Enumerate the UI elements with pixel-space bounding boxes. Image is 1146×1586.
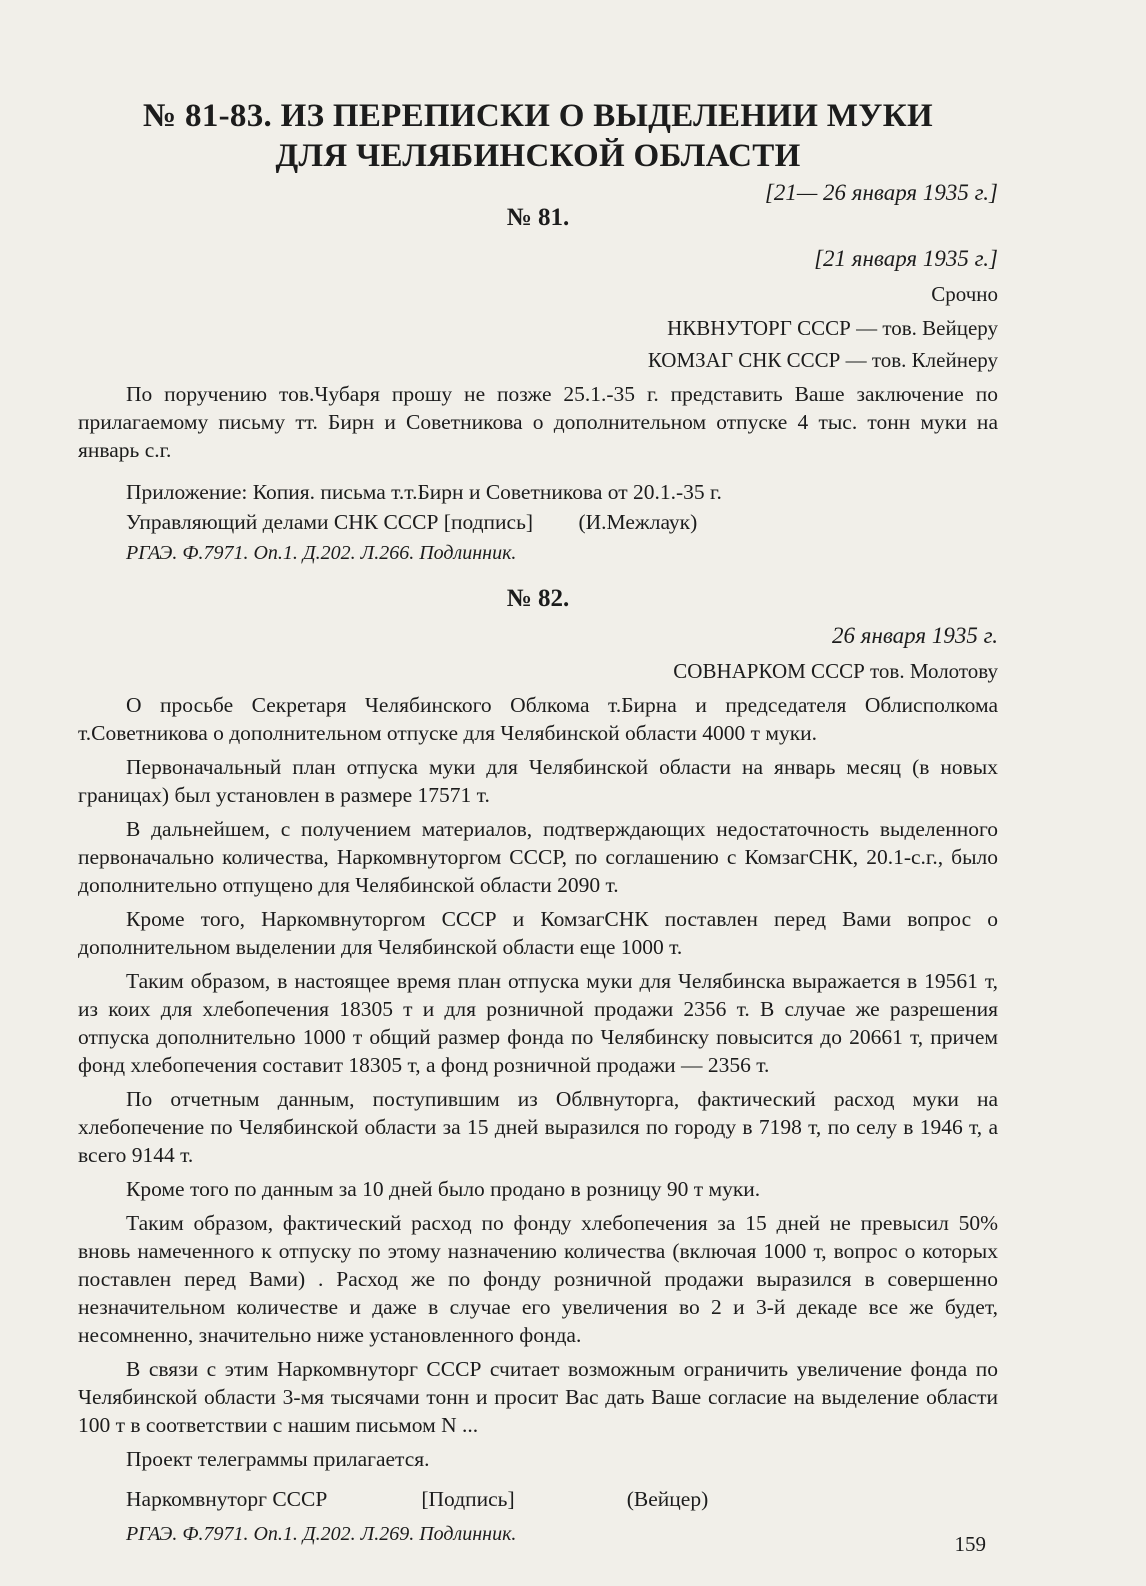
page-number: 159 <box>954 1532 986 1556</box>
doc-82-signature <box>78 1485 998 1513</box>
doc-82-number: № 82. <box>506 585 570 612</box>
doc-82-paragraph: Проект телеграммы прилагается. <box>126 1447 430 1471</box>
doc-81-body: По поручению тов.Чубаря прошу не позже 25.1.-35 г. представить Ваше заключение по прилагаемому письму тт. Бирн и Советникова о дополнительном отпуске 4 тыс. тонн муки на январь с.г. <box>78 382 998 462</box>
doc-82-paragraph: В дальнейшем, с получением материалов, подтверждающих недостаточность выделенного первоначально количества, Наркомвнуторгом СССР, по соглашению с КомзагСНК, 20.1-с.г., было дополнительно отпущено для Челябинской области 2090 т. <box>78 817 998 897</box>
doc-82-paragraph: В связи с этим Наркомвнуторг СССР считает возможным ограничить увеличение фонда по Челябинской области 3-мя тысячами тонн и просит Вас дать Ваше согласие на выделение области 100 т в соответствии с нашим письмом N ... <box>78 1357 998 1437</box>
doc-82-paragraph: Таким образом, фактический расход по фонду хлебопечения за 15 дней не превысил 50% вновь намеченного к отпуску по этому назначению количества (включая 1000 т, вопрос о которых поставлен перед Вами) . Расход же по фонду розничной продажи выразился в совершенно незначительном количестве и даже в случае его увеличения во 2 и 3-й декаде все же будет, несомненно, значительно ниже установленного фонда. <box>78 1211 998 1347</box>
doc-82-sign-org: Наркомвнуторг СССР <box>126 1487 328 1511</box>
doc-81-sign-role: Управляющий делами СНК СССР [подпись] <box>126 510 534 534</box>
doc-81-addressee-2: КОМЗАГ СНК СССР — тов. Клейнеру <box>647 348 998 372</box>
date-range: [21— 26 января 1935 г.] <box>764 180 998 205</box>
doc-82-sign-mark: [Подпись] <box>421 1487 515 1511</box>
doc-81-signature <box>78 508 998 536</box>
title-line-1: № 81-83. ИЗ ПЕРЕПИСКИ О ВЫДЕЛЕНИИ МУКИ <box>143 98 933 134</box>
doc-82-paragraph: По отчетным данным, поступившим из Облвнуторга, фактический расход муки на хлебопечение по Челябинской области за 15 дней выразился по городу в 7198 т, по селу в 1946 т, а всего 9144 т. <box>78 1087 998 1167</box>
doc-81-urgency: Срочно <box>931 282 998 306</box>
doc-82-date: 26 января 1935 г. <box>832 623 998 648</box>
doc-82-paragraph: Первоначальный план отпуска муки для Челябинской области на январь месяц (в новых границах) был установлен в размере 17571 т. <box>78 755 998 807</box>
doc-81-date: [21 января 1935 г.] <box>814 246 998 271</box>
doc-82-paragraph: Кроме того, Наркомвнуторгом СССР и КомзагСНК поставлен перед Вами вопрос о дополнительном выделении для Челябинской области еще 1000 т. <box>78 907 998 959</box>
doc-81-number: № 81. <box>506 204 570 231</box>
doc-81-source: РГАЭ. Ф.7971. Оп.1. Д.202. Л.266. Подлинник. <box>126 542 517 564</box>
doc-81-attachment: Приложение: Копия. письма т.т.Бирн и Советникова от 20.1.-35 г. <box>126 480 722 504</box>
doc-82-paragraph: Таким образом, в настоящее время план отпуска муки для Челябинска выражается в 19561 т, из коих для хлебопечения 18305 т и для розничной продажи 2356 т. В случае же разрешения отпуска дополнительно 1000 т общий размер фонда по Челябинску повысится до 20661 т, причем фонд хлебопечения составит 18305 т, а фонд розничной продажи — 2356 т. <box>78 969 998 1077</box>
doc-82-paragraph: Кроме того по данным за 10 дней было продано в розницу 90 т муки. <box>126 1177 761 1201</box>
doc-82-sign-name: (Вейцер) <box>626 1487 709 1511</box>
doc-82-paragraph: О просьбе Секретаря Челябинского Облкома т.Бирна и председателя Облисполкома т.Советникова о дополнительном отпуске для Челябинской области 4000 т муки. <box>78 693 998 745</box>
document-title <box>78 96 998 176</box>
title-line-2: ДЛЯ ЧЕЛЯБИНСКОЙ ОБЛАСТИ <box>275 138 801 174</box>
doc-82-addressee: СОВНАРКОМ СССР тов. Молотову <box>673 659 998 683</box>
doc-81-addressee-1: НКВНУТОРГ СССР — тов. Вейцеру <box>667 316 998 340</box>
doc-82-source: РГАЭ. Ф.7971. Оп.1. Д.202. Л.269. Подлинник. <box>126 1523 517 1545</box>
document-content <box>78 96 998 1546</box>
doc-81-sign-name: (И.Межлаук) <box>578 510 698 534</box>
